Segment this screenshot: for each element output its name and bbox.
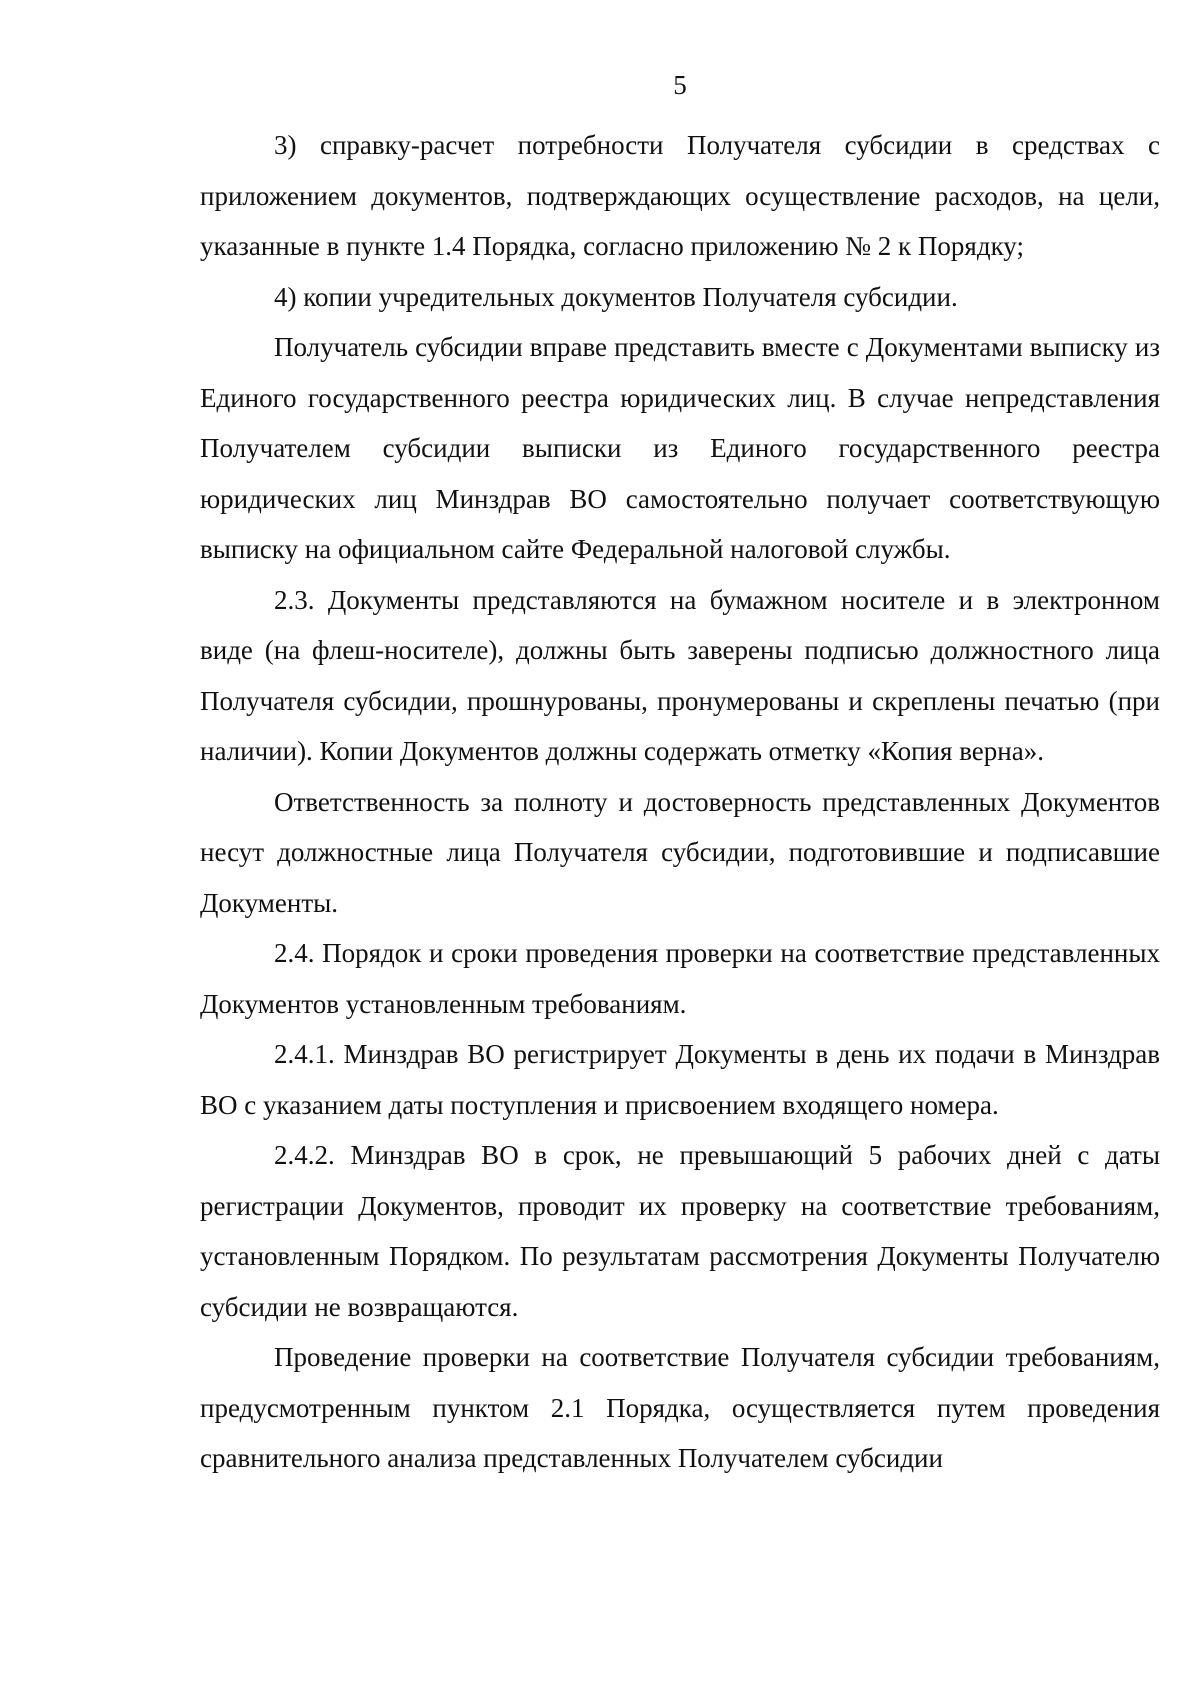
paragraph-2-4-2: 2.4.2. Минздрав ВО в срок, не превышающий 5 рабочих дней с даты регистрации Документов, проводит их проверку на соответствие требованиям, установленным Порядком. По результатам рассмотрения Документы Получателю субсидии не возвращаются. <box>200 1140 1160 1322</box>
paragraph-item-3: 3) справку-расчет потребности Получателя субсидии в средствах с приложением документов, подтверждающих осуществление расходов, на цели, указанные в пункте 1.4 Порядка, согласно приложению № 2 к Порядку; <box>200 130 1160 261</box>
paragraph-2-3: 2.3. Документы представляются на бумажном носителе и в электронном виде (на флеш-носителе), должны быть заверены подписью должностного лица Получателя субсидии, прошнурованы, пронумерованы и скреплены печатью (при наличии). Копии Документов должны содержать отметку «Копия верна». <box>200 584 1160 766</box>
document-body <box>200 120 1160 1484</box>
paragraph-2-4: 2.4. Порядок и сроки проведения проверки на соответствие представленных Документов установленным требованиям. <box>200 938 1160 1019</box>
paragraph-responsibility: Ответственность за полноту и достоверность представленных Документов несут должностные лица Получателя субсидии, подготовившие и подписавшие Документы. <box>200 786 1160 918</box>
paragraph-verification: Проведение проверки на соответствие Получателя субсидии требованиям, предусмотренным пунктом 2.1 Порядка, осуществляется путем проведения сравнительного анализа представленных Получателем субсидии <box>200 1342 1160 1473</box>
paragraph-2-4-1: 2.4.1. Минздрав ВО регистрирует Документы в день их подачи в Минздрав ВО с указанием даты поступления и присвоением входящего номера. <box>200 1039 1160 1120</box>
paragraph-item-4: 4) копии учредительных документов Получателя субсидии. <box>274 281 958 312</box>
page-number: 5 <box>673 70 687 100</box>
paragraph-egrul-extract: Получатель субсидии вправе представить вместе с Документами выписку из Единого государственного реестра юридических лиц. В случае непредставления Получателем субсидии выписки из Единого государственного реестра юридических лиц Минздрав ВО самостоятельно получает соответствующую выписку на официальном сайте Федеральной налоговой службы. <box>200 332 1160 564</box>
